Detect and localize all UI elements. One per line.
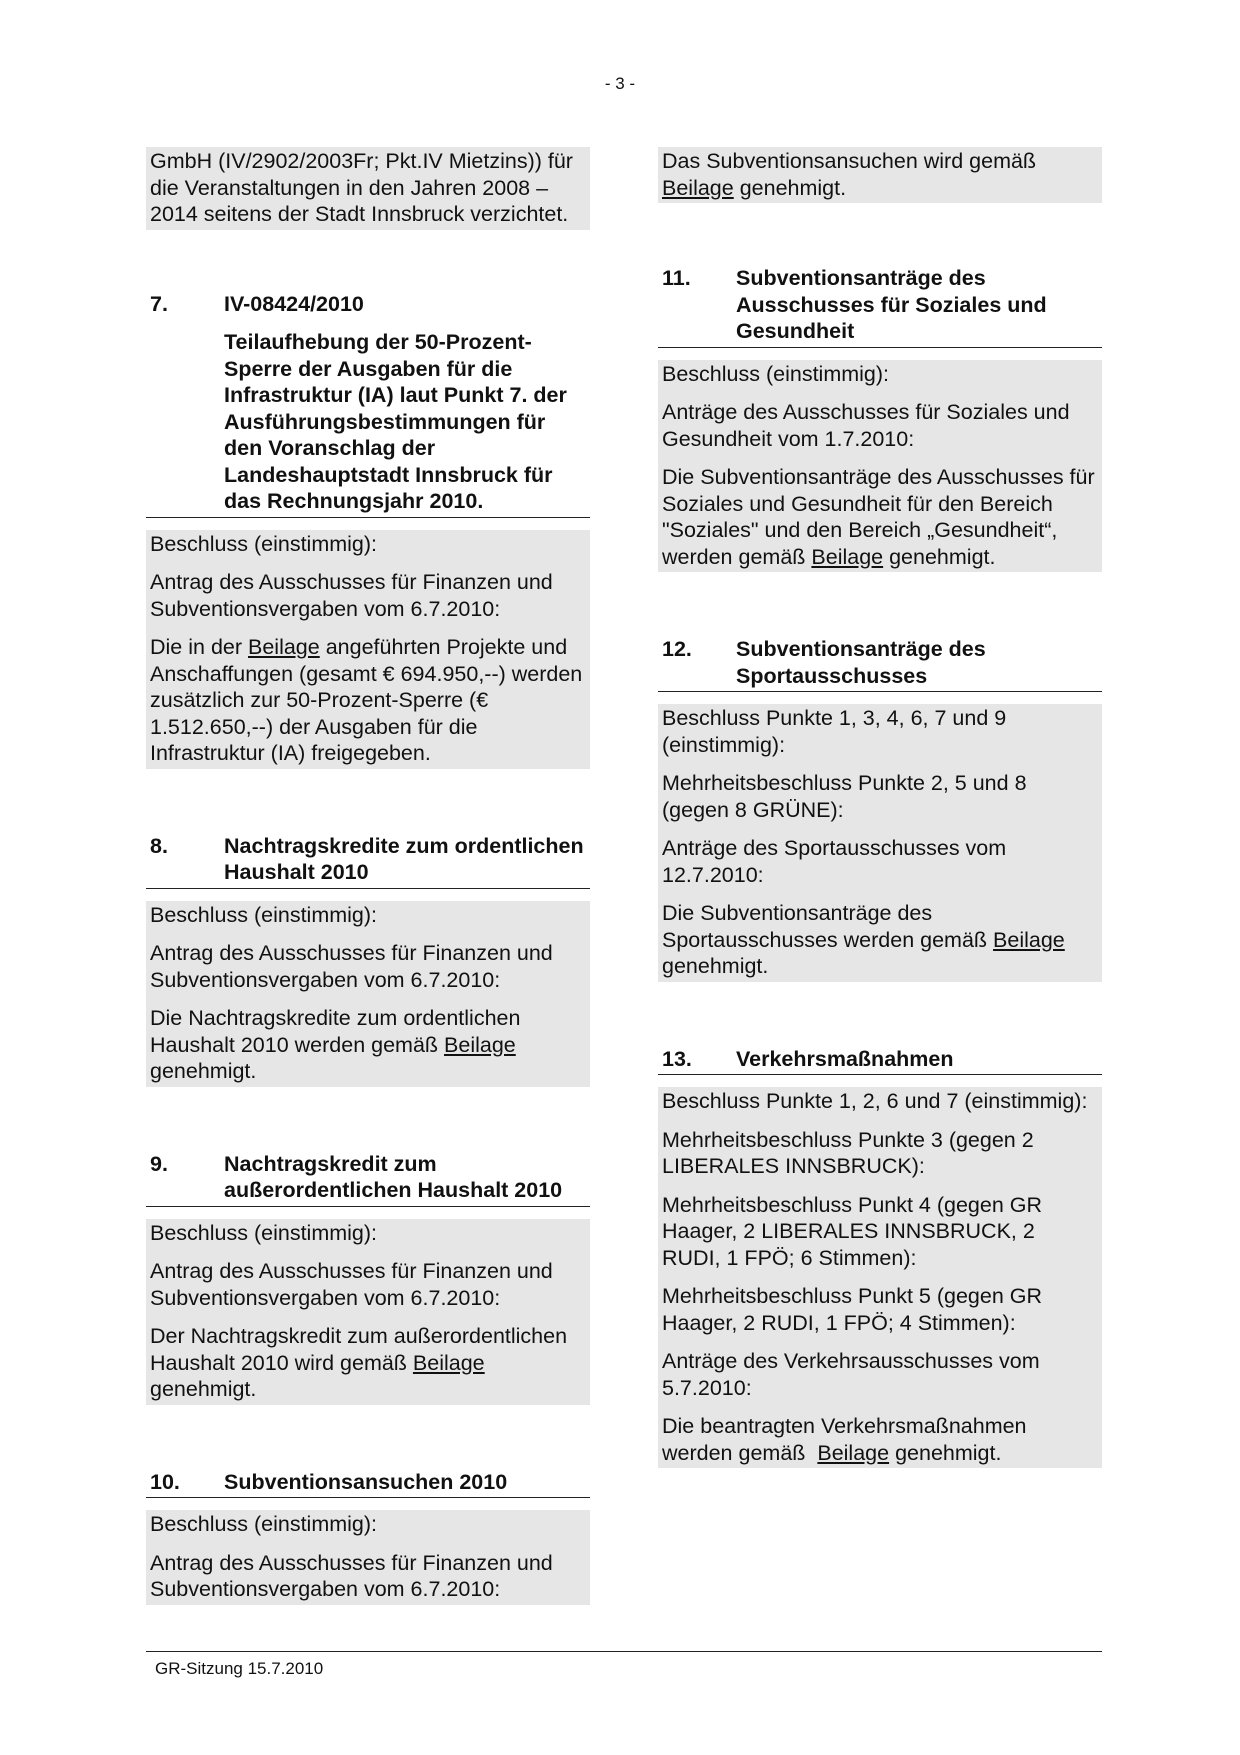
section-12-antrag: Anträge des Sportausschusses vom 12.7.2010: bbox=[662, 836, 1007, 887]
section-12-beschluss-1: Beschluss Punkte 1, 3, 4, 6, 7 und 9 (einstimmig): bbox=[662, 706, 1007, 757]
section-13-heading bbox=[658, 1046, 1102, 1076]
section-13-text: Die beantragten Verkehrsmaßnahmen werden gemäß Beilage genehmigt. bbox=[662, 1414, 1033, 1465]
right-continuation-block bbox=[658, 147, 1102, 203]
section-10-number: 10. bbox=[150, 1469, 180, 1494]
section-11-antrag: Anträge des Ausschusses für Soziales und Gesundheit vom 1.7.2010: bbox=[662, 400, 1070, 451]
footer-text: GR-Sitzung 15.7.2010 bbox=[155, 1659, 324, 1678]
section-11-number: 11. bbox=[662, 266, 691, 290]
section-11-beilage-link[interactable]: Beilage bbox=[811, 544, 884, 569]
section-9-beilage-link[interactable]: Beilage bbox=[412, 1350, 485, 1375]
right-continuation-text: Das Subventionsansuchen wird gemäß Beilage genehmigt. bbox=[662, 149, 1037, 200]
section-12-beilage-link[interactable]: Beilage bbox=[993, 927, 1065, 952]
section-11-body bbox=[658, 360, 1102, 573]
section-12-text: Die Subventionsanträge des Sportausschusses werden gemäß Beilage genehmigt. bbox=[662, 901, 1065, 978]
right-column bbox=[658, 147, 1102, 1468]
section-7-beschluss: Beschluss (einstimmig): bbox=[150, 531, 377, 556]
section-7-body bbox=[146, 530, 590, 769]
section-8-number: 8. bbox=[150, 833, 168, 858]
section-7-ref: IV-08424/2010 bbox=[224, 291, 364, 316]
section-11-beschluss: Beschluss (einstimmig): bbox=[662, 361, 889, 386]
section-11-heading bbox=[658, 265, 1102, 348]
section-10-body bbox=[146, 1510, 590, 1605]
section-12-title: Subventionsanträge des Sportausschusses bbox=[736, 637, 986, 688]
section-8-heading bbox=[146, 833, 590, 889]
section-12-heading bbox=[658, 636, 1102, 692]
section-10-antrag: Antrag des Ausschusses für Finanzen und Subventionsvergaben vom 6.7.2010: bbox=[150, 1550, 553, 1601]
section-13-beschluss-2: Mehrheitsbeschluss Punkte 3 (gegen 2 LIBERALES INNSBRUCK): bbox=[662, 1127, 1034, 1178]
section-12-body bbox=[658, 704, 1102, 982]
section-9-text: Der Nachtragskredit zum außerordentlichen Haushalt 2010 wird gemäß Beilage genehmigt. bbox=[150, 1324, 568, 1401]
section-8-beilage-link[interactable]: Beilage bbox=[444, 1032, 516, 1057]
section-13-beschluss-1: Beschluss Punkte 1, 2, 6 und 7 (einstimmig): bbox=[662, 1089, 1088, 1113]
section-8-beschluss: Beschluss (einstimmig): bbox=[150, 902, 377, 927]
section-13-title: Verkehrsmaßnahmen bbox=[736, 1046, 954, 1071]
section-7-antrag: Antrag des Ausschusses für Finanzen und Subventionsvergaben vom 6.7.2010: bbox=[150, 570, 553, 621]
continuation-block bbox=[146, 147, 590, 230]
section-13-body bbox=[658, 1087, 1102, 1468]
section-7-heading bbox=[146, 291, 590, 320]
section-13-number: 13. bbox=[662, 1046, 692, 1071]
section-9-body bbox=[146, 1219, 590, 1405]
section-10-title: Subventionsansuchen 2010 bbox=[224, 1469, 508, 1494]
section-12-beschluss-2: Mehrheitsbeschluss Punkte 2, 5 und 8 (gegen 8 GRÜNE): bbox=[662, 771, 1027, 822]
section-9-title: Nachtragskredit zum außerordentlichen Haushalt 2010 bbox=[224, 1151, 563, 1202]
section-10-beilage-link[interactable]: Beilage bbox=[662, 175, 734, 200]
section-8-text: Die Nachtragskredite zum ordentlichen Haushalt 2010 werden gemäß Beilage genehmigt. bbox=[150, 1006, 521, 1083]
section-7-beilage-link[interactable]: Beilage bbox=[248, 635, 320, 659]
section-7-text: Die in der Beilage angeführten Projekte und Anschaffungen (gesamt € 694.950,--) werden zusätzlich zur 50-Prozent-Sperre (€ 1.512.650,--) der Ausgaben für die Infrastruktur (IA) freigegeben. bbox=[150, 635, 583, 765]
section-11-text: Die Subventionsanträge des Ausschusses für Soziales und Gesundheit für den Bereich "Soziales" und den Bereich „Gesundheit“, werden gemäß Beilage genehmigt. bbox=[662, 465, 1095, 569]
section-13-antrag: Anträge des Verkehrsausschusses vom 5.7.2010: bbox=[662, 1349, 1040, 1400]
continuation-text: GmbH (IV/2902/2003Fr; Pkt.IV Mietzins)) für die Veranstaltungen in den Jahren 2008 – 2014 seitens der Stadt Innsbruck verzichtet. bbox=[150, 149, 573, 226]
section-9-antrag: Antrag des Ausschusses für Finanzen und Subventionsvergaben vom 6.7.2010: bbox=[150, 1259, 553, 1310]
section-9-number: 9. bbox=[150, 1151, 168, 1176]
section-13-beschluss-3: Mehrheitsbeschluss Punkt 4 (gegen GR Haager, 2 LIBERALES INNSBRUCK, 2 RUDI, 1 FPÖ; 6 Stimmen): bbox=[662, 1192, 1043, 1270]
section-8-body bbox=[146, 901, 590, 1087]
section-8-title: Nachtragskredite zum ordentlichen Haushalt 2010 bbox=[224, 833, 584, 884]
section-10-heading bbox=[146, 1469, 590, 1499]
left-column bbox=[146, 147, 590, 1605]
footer-divider bbox=[146, 1651, 1102, 1652]
section-9-heading bbox=[146, 1151, 590, 1207]
section-11-title: Subventionsanträge des Ausschusses für Soziales und Gesundheit bbox=[736, 266, 1047, 343]
section-8-antrag: Antrag des Ausschusses für Finanzen und Subventionsvergaben vom 6.7.2010: bbox=[150, 941, 553, 992]
section-9-beschluss: Beschluss (einstimmig): bbox=[150, 1220, 377, 1245]
section-7-title: Teilaufhebung der 50-Prozent-Sperre der Ausgaben für die Infrastruktur (IA) laut Punkt 7. der Ausführungsbestimmungen für den Voranschlag der Landeshauptstadt Innsbruck für das Rechnungsjahr 2010. bbox=[146, 329, 590, 518]
section-10-beschluss: Beschluss (einstimmig): bbox=[150, 1512, 377, 1536]
page-number: - 3 - bbox=[604, 74, 636, 93]
section-13-beschluss-4: Mehrheitsbeschluss Punkt 5 (gegen GR Haager, 2 RUDI, 1 FPÖ; 4 Stimmen): bbox=[662, 1284, 1043, 1335]
section-13-beilage-link[interactable]: Beilage bbox=[817, 1440, 890, 1465]
section-7-number: 7. bbox=[150, 291, 168, 316]
section-12-number: 12. bbox=[662, 637, 692, 661]
